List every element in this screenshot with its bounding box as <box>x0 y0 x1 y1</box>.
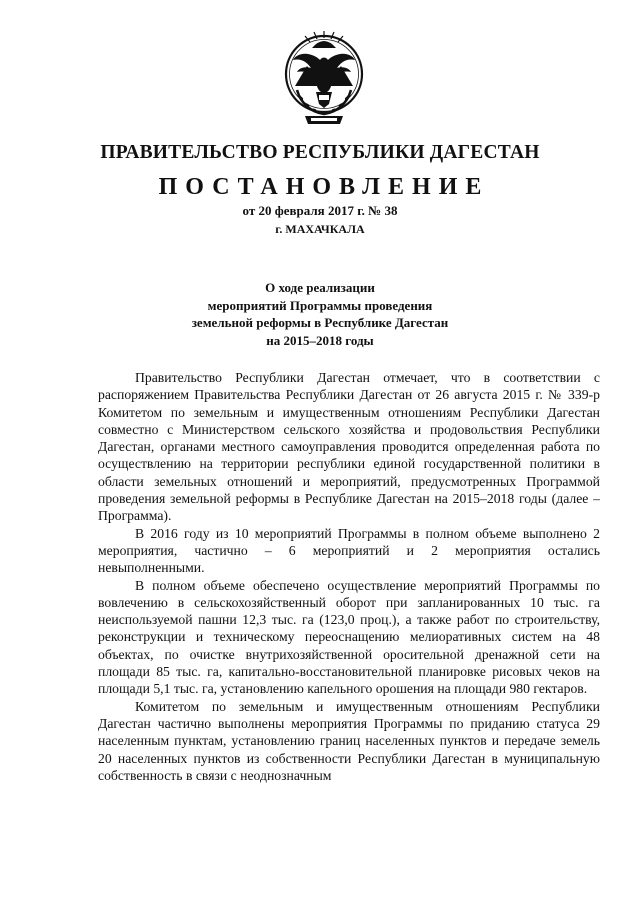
document-body <box>98 369 600 784</box>
government-name: ПРАВИТЕЛЬСТВО РЕСПУБЛИКИ ДАГЕСТАН <box>100 142 540 163</box>
document-title <box>0 279 640 349</box>
document-type: ПОСТАНОВЛЕНИЕ <box>158 174 490 200</box>
document-date-number: от 20 февраля 2017 г. № 38 <box>242 203 398 218</box>
document-title-line: мероприятий Программы проведения <box>207 297 433 313</box>
body-paragraph: В полном объеме обеспечено осуществление мероприятий Программы по вовлечению в сельскохозяйственный оборот при запланированных 10 тыс. га неиспользуемой пашни 12,3 тыс. га (123,0 проц.), а также работ по строительству, реконструкции и техническому переоснащению мелиоративных систем на 48 объектах, по очистке внутрихозяйственной оросительной дренажной сети на площади 85 тыс. га, капитально-восстановительной планировке рисовых чеков на площади 5,1 тыс. га, установлению капельного орошения на площади 980 гектаров. <box>98 577 600 697</box>
document-title-line: О ходе реализации <box>265 280 375 295</box>
body-paragraph: Правительство Республики Дагестан отмечает, что в соответствии с распоряжением Правительства Республики Дагестан от 26 августа 2015 г. № 339-р Комитетом по земельным и имущественным отношениям Республики Дагестан совместно с Министерством сельского хозяйства и продовольствия Республики Дагестан, органами местного самоуправления проводится определенная работа по осуществлению на территории республики единой государственной политики в области земельных отношений и мероприятий, предусмотренных Программой проведения земельной реформы в Республике Дагестан на 2015–2018 годы (далее – Программа). <box>98 370 600 524</box>
document-city: г. МАХАЧКАЛА <box>275 222 365 236</box>
document-title-line: на 2015–2018 годы <box>266 332 374 348</box>
body-paragraph: В 2016 году из 10 мероприятий Программы в полном объеме выполнено 2 мероприятия, частично – 6 мероприятий и 2 мероприятия остались невыполненными. <box>98 525 600 576</box>
dagestan-coat-of-arms-icon <box>283 24 365 136</box>
document-title-line: земельной реформы в Республике Дагестан <box>191 315 449 330</box>
body-paragraph: Комитетом по земельным и имущественным отношениям Республики Дагестан частично выполнены мероприятия Программы по приданию статуса 29 населенным пунктам, установлению границ населенных пунктов и передаче земель 20 населенных пунктов из собственности Республики Дагестан в муниципальную собственность в связи с неоднозначным <box>98 698 600 783</box>
